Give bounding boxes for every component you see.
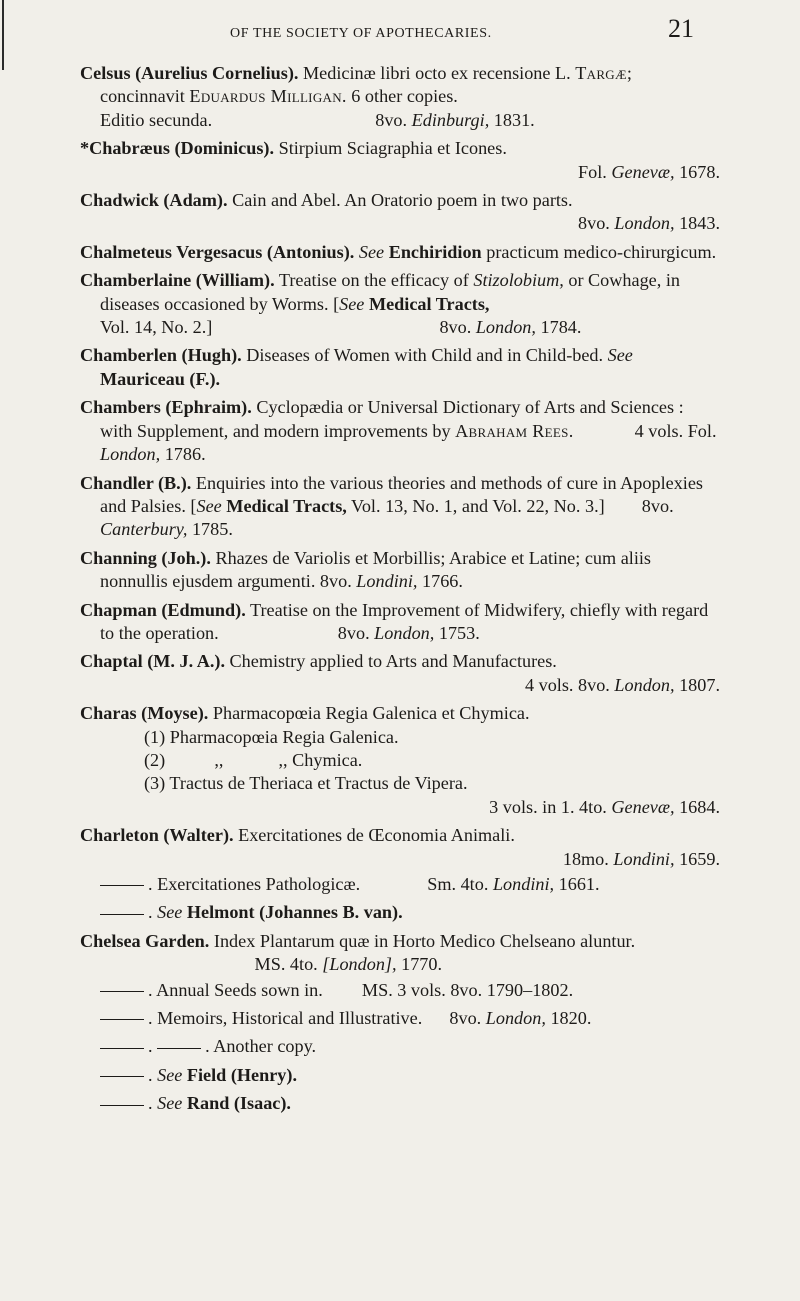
entry-year: 1820. bbox=[550, 1008, 592, 1029]
entry-place: Canterbury, bbox=[100, 519, 188, 540]
entry-year: 1786. bbox=[164, 444, 206, 465]
entry-editor-name: Abraham Rees. bbox=[455, 420, 574, 441]
entry-text: Index Plantarum quæ in Horto Medico Chelseano aluntur. bbox=[213, 930, 636, 951]
see-reference-label: See bbox=[157, 1064, 183, 1085]
entry-chapman bbox=[80, 599, 720, 646]
ditto-dash bbox=[100, 885, 144, 886]
entry-heading: Charas (Moyse). bbox=[80, 703, 209, 724]
running-head: OF THE SOCIETY OF APOTHECARIES. bbox=[230, 26, 492, 41]
ditto-dash bbox=[157, 1048, 201, 1049]
entry-charleton-see: . See Helmont (Johannes B. van). bbox=[80, 901, 720, 924]
cross-reference: Medical Tracts, bbox=[226, 495, 347, 516]
see-reference-label: See bbox=[157, 902, 183, 923]
entry-text: Rhazes de Variolis et Morbillis; Arabice et Latine; cum aliis nonnullis ejusdem argumenti. bbox=[100, 547, 652, 592]
entry-format: 8vo. bbox=[439, 317, 472, 338]
entry-sublist-item bbox=[100, 749, 720, 772]
entry-text: or Cowhage, in diseases occasioned by Worms. [ bbox=[100, 270, 680, 314]
entry-format: 4 vols. Fol. bbox=[634, 420, 717, 441]
entry-heading: Chadwick (Adam). bbox=[80, 190, 228, 211]
page-number: 21 bbox=[668, 14, 694, 43]
entry-chamberlaine bbox=[80, 269, 720, 339]
entry-author-name: Targæ bbox=[575, 63, 627, 83]
entry-place: [London], bbox=[322, 954, 397, 975]
entry-chambers bbox=[80, 396, 720, 466]
entry-format: 8vo. bbox=[449, 1008, 482, 1029]
entry-place: Genevæ, bbox=[611, 161, 675, 182]
ditto-mark: ,, bbox=[214, 749, 224, 770]
entry-place: Genevæ, bbox=[611, 796, 675, 817]
entry-text: Cyclopædia or Universal Dictionary of Arts and Sciences : with Supplement, and modern improvements by bbox=[100, 397, 684, 441]
entry-text: Medicinæ libri octo ex recensione L. bbox=[302, 63, 571, 83]
entry-heading: Celsus (Aurelius Cornelius). bbox=[80, 63, 299, 83]
entry-format: Sm. 4to. bbox=[427, 874, 489, 894]
entry-text: Vol. 14, No. 2.] bbox=[100, 317, 213, 338]
entry-chamberlen bbox=[80, 344, 720, 391]
entry-chelsea-memoirs: . Memoirs, Historical and Illustrative. 8vo. London, 1820. bbox=[80, 1007, 720, 1030]
entry-heading: *Chabræus (Dominicus). bbox=[80, 138, 275, 159]
entry-format: 8vo. bbox=[319, 571, 352, 592]
entry-text: Stirpium Sciagraphia et Icones. bbox=[278, 138, 507, 159]
entry-line bbox=[100, 109, 720, 132]
entry-text: ; concinnavit bbox=[100, 63, 632, 107]
entry-editor-name: Eduardus Milligan. bbox=[189, 86, 347, 107]
entry-sublist-item: (1) Pharmacopœia Regia Galenica. bbox=[144, 726, 399, 747]
entry-text: Memoirs, Historical and Illustrative. bbox=[157, 1008, 423, 1029]
see-reference-label: See bbox=[358, 241, 385, 262]
entry-place: London, bbox=[614, 213, 675, 234]
entry-text: Annual Seeds sown in. bbox=[156, 979, 323, 1000]
entry-text: (2) bbox=[144, 749, 166, 770]
page-header bbox=[0, 2, 800, 46]
entry-year: 1753. bbox=[438, 622, 480, 643]
entry-format: 8vo. bbox=[337, 622, 370, 643]
entry-text: Another copy. bbox=[213, 1036, 317, 1057]
ditto-dash bbox=[100, 991, 144, 992]
entry-text: Chymica. bbox=[292, 749, 363, 770]
entry-place: London, bbox=[485, 1008, 546, 1029]
entry-charleton-continuation: . Exercitationes Pathologicæ. Sm. 4to. Londini, 1661. bbox=[80, 873, 720, 896]
entry-place: Londini, bbox=[613, 848, 675, 869]
entry-heading: Chelsea Garden. bbox=[80, 930, 210, 951]
ditto-dash bbox=[100, 1076, 144, 1077]
entry-year: 1770. bbox=[401, 954, 443, 975]
entry-chelsea-copy: . . Another copy. bbox=[80, 1035, 720, 1058]
entry-chadwick bbox=[80, 189, 720, 236]
cross-reference: Field (Henry). bbox=[186, 1064, 298, 1085]
entry-line bbox=[100, 316, 720, 339]
entry-text: Exercitationes de Œconomia Animali. bbox=[238, 825, 515, 846]
entry-year: 1790–1802. bbox=[486, 979, 574, 1000]
entry-heading: Chalmeteus Vergesacus (Antonius). bbox=[80, 241, 355, 262]
entry-channing bbox=[80, 547, 720, 594]
entry-format: 8vo. bbox=[375, 109, 408, 130]
entry-year: 1831. bbox=[493, 109, 535, 130]
see-reference-label: See bbox=[157, 1093, 183, 1114]
entry-year: 1785. bbox=[191, 519, 233, 540]
entry-format: MS. 4to. bbox=[254, 954, 318, 975]
cross-reference: Mauriceau (F.). bbox=[100, 368, 221, 389]
entry-heading: Chapman (Edmund). bbox=[80, 599, 246, 620]
entry-chelsea-see-rand: . See Rand (Isaac). bbox=[80, 1092, 720, 1115]
entry-imprint bbox=[100, 212, 720, 235]
entry-place: Londini, bbox=[356, 571, 418, 592]
entry-year: 1684. bbox=[679, 796, 720, 817]
entry-italic-term: Stizolobium, bbox=[473, 270, 564, 291]
entry-charas bbox=[80, 702, 720, 819]
entry-format: MS. 3 vols. 8vo. bbox=[361, 979, 483, 1000]
entry-text: Enquiries into the various theories and methods of cure in Apoplexies and Palsies. [ bbox=[100, 472, 703, 516]
entry-imprint bbox=[100, 848, 720, 871]
entry-imprint bbox=[100, 674, 720, 697]
entry-heading: Chaptal (M. J. A.). bbox=[80, 651, 225, 672]
ditto-mark: ,, bbox=[278, 749, 288, 770]
entry-format: 18mo. bbox=[562, 848, 609, 869]
see-reference-label: See bbox=[196, 495, 222, 516]
entry-place: London, bbox=[614, 674, 675, 695]
entry-place: Londini, bbox=[492, 874, 555, 894]
entry-text: Exercitationes Pathologicæ. bbox=[157, 874, 361, 894]
entry-format: 3 vols. in 1. 4to. bbox=[489, 796, 607, 817]
entry-format: 8vo. bbox=[641, 495, 674, 516]
entry-sublist-item: (3) Tractus de Theriaca et Tractus de Vipera. bbox=[144, 773, 468, 794]
entry-year: 1807. bbox=[679, 674, 720, 695]
entry-text: Treatise on the Improvement of Midwifery, chiefly with regard to the operation. bbox=[100, 599, 709, 643]
entry-imprint bbox=[100, 161, 720, 184]
entry-text: Diseases of Women with Child and in Child-bed. bbox=[246, 345, 604, 366]
ditto-dash bbox=[100, 914, 144, 915]
entry-year: 1784. bbox=[540, 317, 582, 338]
entry-year: 1661. bbox=[558, 874, 600, 894]
entry-chelsea-see-field: . See Field (Henry). bbox=[80, 1064, 720, 1087]
cross-reference: Rand (Isaac). bbox=[186, 1093, 291, 1114]
entry-chabraeus bbox=[80, 137, 720, 184]
cross-reference: Enchiridion bbox=[388, 241, 482, 262]
cross-reference: Medical Tracts, bbox=[368, 293, 490, 314]
entry-place: Edinburgi, bbox=[411, 109, 490, 130]
entry-text: 6 other copies. bbox=[351, 86, 458, 107]
entry-charleton bbox=[80, 824, 720, 871]
entry-format: Fol. bbox=[578, 161, 607, 182]
entry-text: Pharmacopœia Regia Galenica et Chymica. bbox=[212, 703, 530, 724]
entry-text: Cain and Abel. An Oratorio poem in two parts. bbox=[232, 190, 573, 211]
entry-heading: Charleton (Walter). bbox=[80, 825, 234, 846]
entry-year: 1843. bbox=[679, 213, 720, 234]
entry-celsus bbox=[80, 62, 720, 132]
entry-chelsea bbox=[80, 930, 720, 977]
entry-heading: Chambers (Ephraim). bbox=[80, 397, 252, 418]
entry-text: Editio secunda. bbox=[100, 109, 213, 130]
ditto-dash bbox=[100, 1048, 144, 1049]
entry-text: Vol. 13, No. 1, and Vol. 22, No. 3.] bbox=[351, 495, 605, 516]
entry-place: London, bbox=[100, 444, 161, 465]
entry-chandler bbox=[80, 472, 720, 542]
entry-chaptal bbox=[80, 650, 720, 697]
entry-place: London, bbox=[374, 622, 435, 643]
entry-heading: Chamberlaine (William). bbox=[80, 270, 275, 291]
entry-chalmeteus bbox=[80, 241, 720, 264]
entry-heading: Chamberlen (Hugh). bbox=[80, 345, 242, 366]
entry-format: 4 vols. 8vo. bbox=[524, 674, 610, 695]
see-reference-label: See bbox=[339, 293, 365, 314]
entry-place: London, bbox=[475, 317, 536, 338]
ditto-dash bbox=[100, 1019, 144, 1020]
entry-heading: Chandler (B.). bbox=[80, 472, 192, 493]
cross-reference: Helmont (Johannes B. van). bbox=[186, 902, 403, 923]
catalogue-entries bbox=[80, 62, 720, 1121]
entry-heading: Channing (Joh.). bbox=[80, 547, 211, 568]
entry-chelsea-seeds: . Annual Seeds sown in. MS. 3 vols. 8vo. 1790–1802. bbox=[80, 979, 720, 1002]
entry-imprint bbox=[100, 796, 720, 819]
entry-year: 1766. bbox=[422, 571, 463, 592]
entry-year: 1678. bbox=[679, 161, 720, 182]
entry-text: Treatise on the efficacy of bbox=[278, 270, 469, 291]
entry-text: Chemistry applied to Arts and Manufactures. bbox=[229, 651, 557, 672]
entry-format: 8vo. bbox=[578, 213, 610, 234]
entry-text: practicum medico-chirurgicum. bbox=[486, 241, 717, 262]
entry-year: 1659. bbox=[679, 848, 720, 869]
see-reference-label: See bbox=[607, 345, 633, 366]
ditto-dash bbox=[100, 1105, 144, 1106]
